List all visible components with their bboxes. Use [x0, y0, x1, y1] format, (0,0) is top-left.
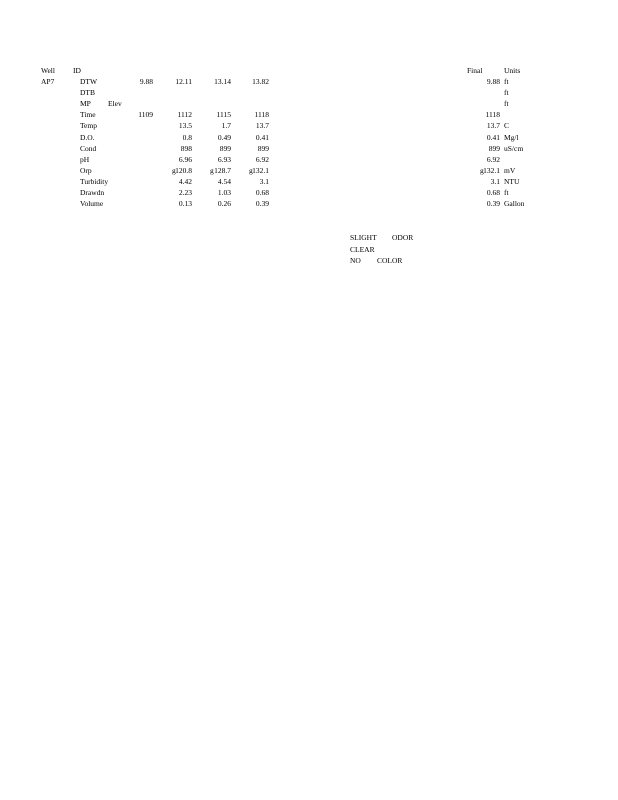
cell-final: 899: [488, 144, 500, 153]
cell-v3: 0.26: [217, 199, 231, 208]
color-qualifier: NO: [350, 256, 361, 265]
cell-v4: 0.41: [255, 133, 269, 142]
cell-v3: 1.03: [217, 188, 231, 197]
cell-unit: Gallon: [504, 199, 525, 208]
cell-v4: 0.68: [255, 188, 269, 197]
cell-v3: 128.7: [214, 166, 231, 175]
row-label: D.O.: [80, 133, 95, 142]
row-label: Time: [80, 110, 96, 119]
cell-final: 9.88: [486, 77, 500, 86]
cell-v2: 1112: [177, 110, 192, 119]
cell-unit: ft: [504, 77, 509, 86]
cell-v2: 2.23: [178, 188, 192, 197]
clarity-note: CLEAR: [350, 245, 375, 254]
cell-v3: 1115: [216, 110, 231, 119]
orp-marker: g: [249, 166, 253, 175]
cell-unit: ft: [504, 99, 509, 108]
cell-v3: 899: [219, 144, 231, 153]
cell-v2: 898: [180, 144, 192, 153]
cell-final: 0.41: [486, 133, 500, 142]
cell-v2: 0.13: [178, 199, 192, 208]
cell-v2: 13.5: [178, 121, 192, 130]
header-final: Final: [467, 66, 483, 75]
row-label: Temp: [80, 121, 97, 130]
cell-unit: uS/cm: [504, 144, 524, 153]
cell-final: 0.39: [486, 199, 500, 208]
cell-v4: 6.92: [255, 155, 269, 164]
odor-label: ODOR: [392, 233, 414, 242]
cell-final: 3.1: [490, 177, 500, 186]
cell-final: 0.68: [486, 188, 500, 197]
orp-marker: g: [480, 166, 484, 175]
color-label: COLOR: [377, 256, 403, 265]
header-id: ID: [73, 66, 81, 75]
row-label: DTB: [80, 88, 95, 97]
cell-v4: 3.1: [259, 177, 269, 186]
well-id-value: AP7: [41, 77, 55, 86]
cell-v3: 13.14: [214, 77, 231, 86]
row-label: Orp: [80, 166, 92, 175]
orp-marker: g: [210, 166, 214, 175]
orp-marker: g: [172, 166, 176, 175]
cell-v4: 13.7: [255, 121, 269, 130]
cell-v4: 899: [257, 144, 269, 153]
row-label: DTW: [80, 77, 98, 86]
cell-v2: 12.11: [175, 77, 192, 86]
cell-final: 132.1: [483, 166, 500, 175]
cell-v3: 1.7: [221, 121, 231, 130]
row-label: Drawdn: [80, 188, 105, 197]
cell-unit: ft: [504, 88, 509, 97]
cell-v3: 6.93: [217, 155, 231, 164]
cell-v3: 4.54: [217, 177, 231, 186]
cell-unit: Mg/l: [504, 133, 519, 142]
cell-v1: 1109: [138, 110, 153, 119]
row-label: Volume: [80, 199, 104, 208]
odor-qualifier: SLIGHT: [350, 233, 377, 242]
row-label: MP: [80, 99, 91, 108]
cell-unit: NTU: [504, 177, 520, 186]
header-units: Units: [504, 66, 521, 75]
cell-v2: 120.8: [175, 166, 192, 175]
row-label: Turbidity: [80, 177, 109, 186]
cell-final: 13.7: [486, 121, 500, 130]
cell-v4: 132.1: [252, 166, 269, 175]
cell-v4: 1118: [254, 110, 269, 119]
cell-final: 6.92: [486, 155, 500, 164]
cell-final: 1118: [485, 110, 500, 119]
row-label: pH: [80, 155, 90, 164]
cell-v4: 0.39: [255, 199, 269, 208]
cell-unit: mV: [504, 166, 516, 175]
cell-unit: ft: [504, 188, 509, 197]
cell-v2: 6.96: [178, 155, 192, 164]
cell-v2: 4.42: [178, 177, 192, 186]
cell-v4: 13.82: [252, 77, 269, 86]
cell-unit: C: [504, 121, 510, 130]
cell-v1: 9.88: [139, 77, 153, 86]
cell-v3: 0.49: [217, 133, 231, 142]
header-well: Well: [41, 66, 55, 75]
cell-v2: 0.8: [182, 133, 192, 142]
row-extra-label: Elev: [108, 99, 122, 108]
row-label: Cond: [80, 144, 97, 153]
